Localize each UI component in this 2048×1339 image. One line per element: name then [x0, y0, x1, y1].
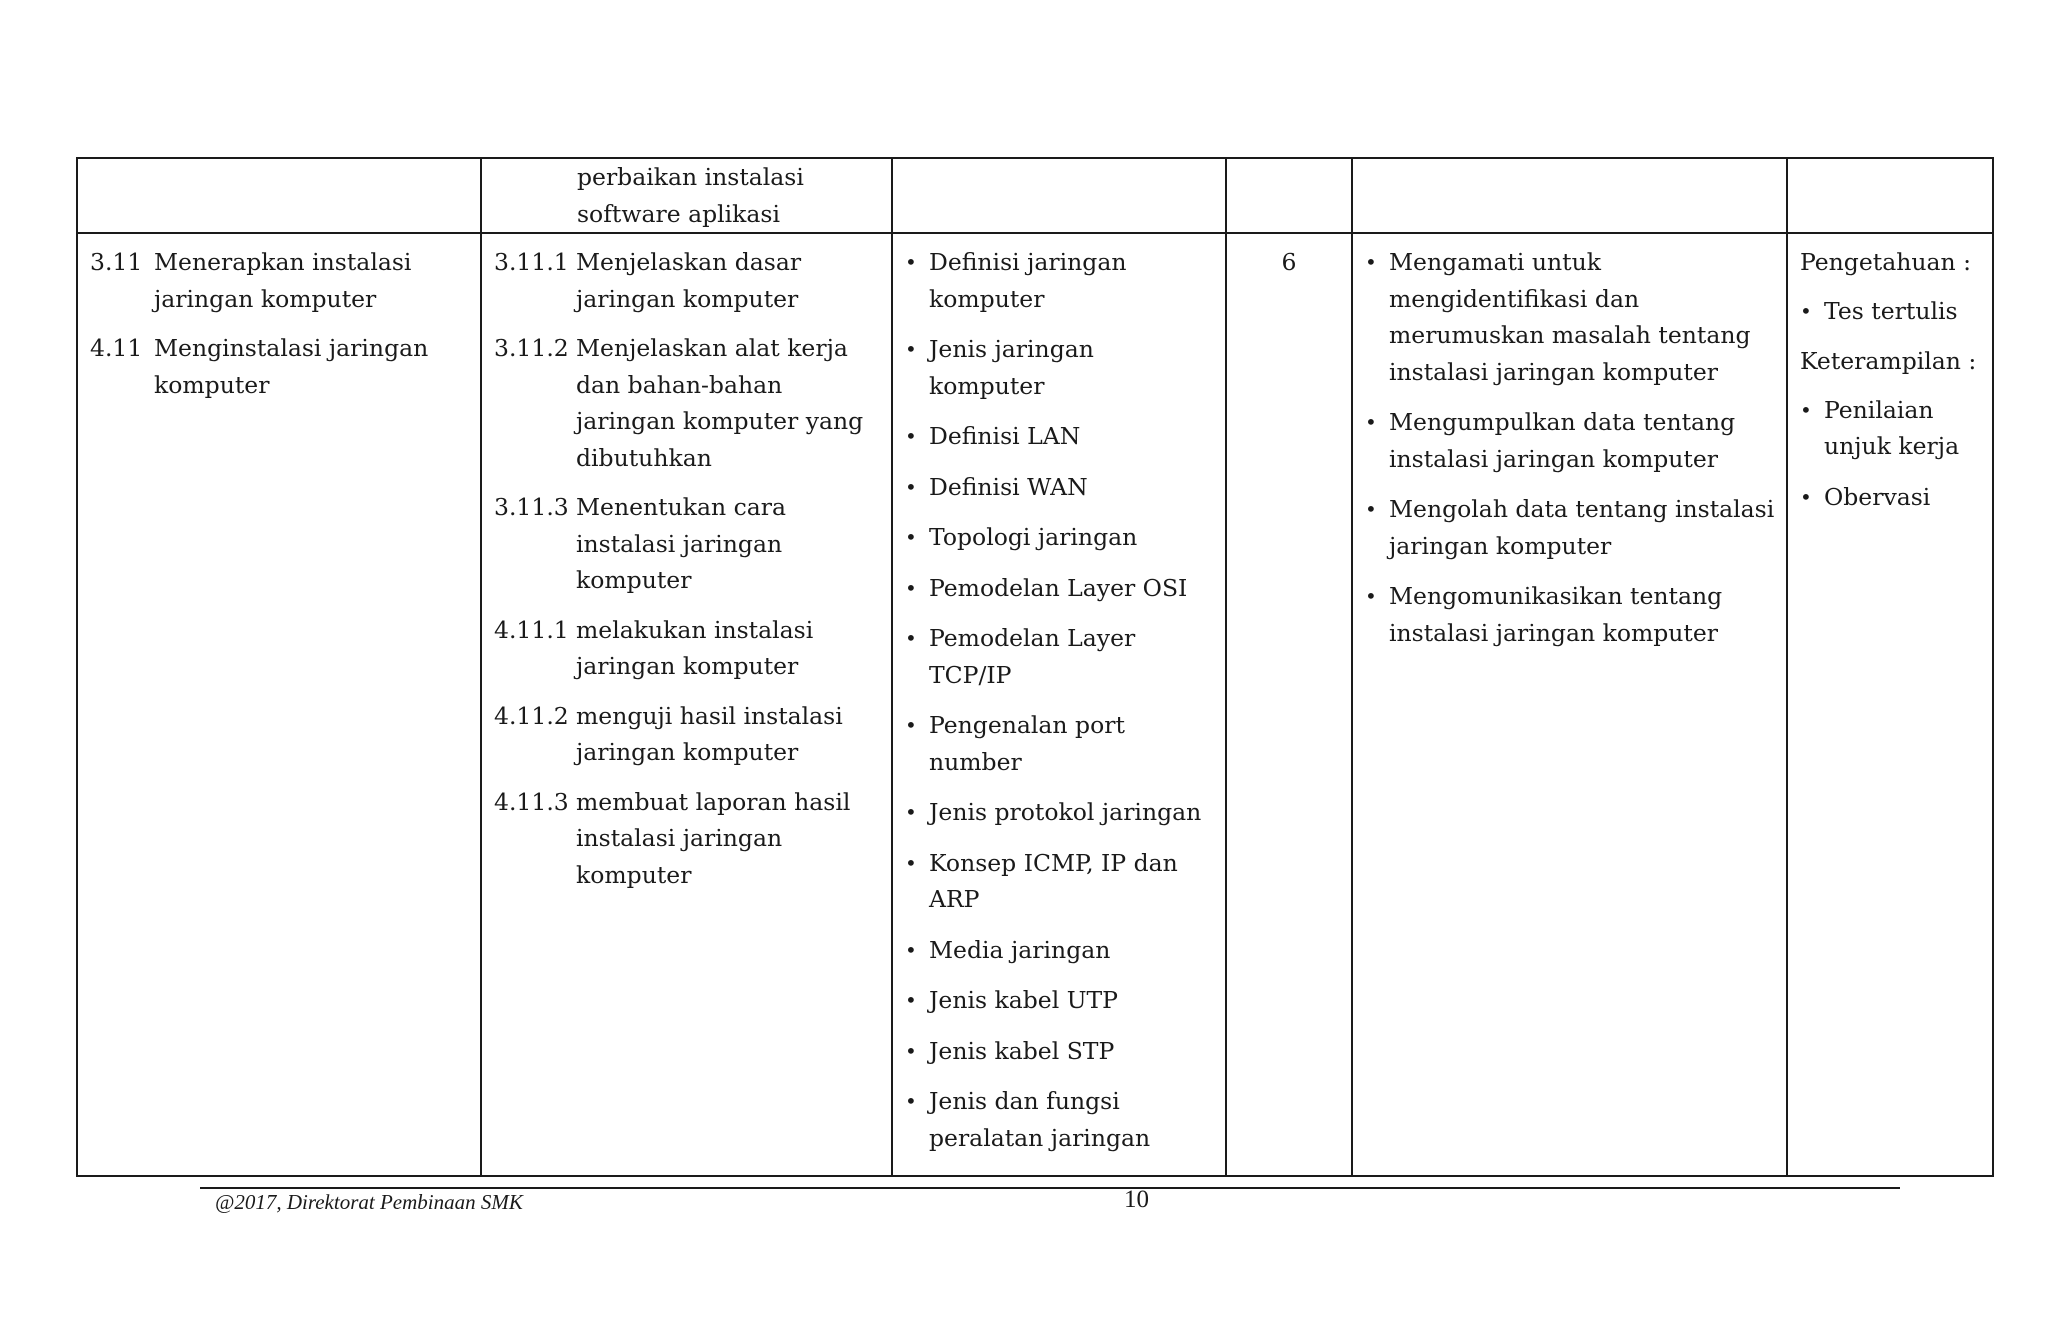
bullet-icon: • [905, 850, 917, 875]
activity-list [1365, 244, 1776, 651]
cont-material-cell [892, 158, 1226, 233]
competency-text: Menerapkan instalasi jaringan komputer [154, 248, 412, 313]
material-item: • Definisi WAN [905, 469, 1215, 506]
indicator-number: 4.11.2 [494, 701, 569, 730]
indicator-item [494, 784, 881, 894]
indicator-item [494, 489, 881, 599]
footer-copyright: @2017, Direktorat Pembinaan SMK [215, 1190, 523, 1214]
bullet-icon: • [905, 988, 917, 1012]
basic-competency-item [90, 244, 470, 317]
indicator-item [494, 244, 881, 317]
learning-activity-cell [1352, 233, 1787, 1176]
skills-label: Keterampilan : [1800, 347, 1977, 375]
assessment-item: • Tes tertulis [1800, 293, 1982, 330]
main-row [77, 233, 1993, 1176]
bullet-icon: • [1800, 484, 1812, 509]
basic-competency-item [90, 330, 470, 403]
cont-indicator-cell [481, 158, 892, 233]
material-list [905, 244, 1215, 1156]
material-item: • Pengenalan port number [905, 707, 1215, 780]
material-item: • Definisi LAN [905, 418, 1215, 455]
indicator-number: 3.11.2 [494, 334, 569, 362]
material-item: • Jenis kabel STP [905, 1033, 1215, 1070]
bullet-icon: • [905, 800, 917, 824]
material-cell [892, 233, 1226, 1176]
indicator-item [494, 330, 881, 476]
bullet-icon: • [905, 937, 917, 962]
continuation-row [77, 158, 1993, 233]
material-item: • Topologi jaringan [905, 519, 1215, 556]
basic-competency-cell [77, 233, 481, 1176]
indicator-text: menguji hasil instalasi jaringan komputer [576, 701, 843, 766]
indicator-text: Menentukan cara instalasi jaringan komputer [576, 493, 786, 594]
bullet-icon: • [1800, 397, 1812, 422]
indicator-text: melakukan instalasi jaringan komputer [576, 615, 814, 680]
indicator-item [494, 698, 881, 771]
material-item: • Media jaringan [905, 932, 1215, 969]
bullet-icon: • [905, 337, 917, 361]
bullet-icon: • [1800, 298, 1812, 323]
bullet-icon: • [905, 626, 917, 650]
material-item: • Pemodelan Layer OSI [905, 570, 1215, 607]
page-number: 10 [1124, 1186, 1149, 1213]
footer-divider [200, 1187, 1900, 1189]
bullet-icon: • [1365, 497, 1377, 521]
competency-number: 3.11 [90, 248, 143, 276]
bullet-icon: • [905, 1038, 917, 1063]
assessment-item: • Penilaian unjuk kerja [1800, 392, 1982, 465]
time-allocation-value: 6 [1281, 248, 1297, 276]
cont-indicator-line: perbaikan instalasi [577, 163, 804, 191]
bullet-icon: • [905, 713, 917, 737]
cont-basic-competency-cell [77, 158, 481, 233]
indicator-text: membuat laporan hasil instalasi jaringan komputer [576, 787, 851, 889]
cont-indicator-line: software aplikasi [577, 199, 780, 228]
activity-item: • Mengomunikasikan tentang instalasi jaringan komputer [1365, 578, 1776, 651]
time-allocation-cell [1226, 233, 1352, 1176]
indicator-text: Menjelaskan alat kerja dan bahan-bahan jaringan komputer yang dibutuhkan [576, 334, 864, 472]
bullet-icon: • [905, 424, 917, 448]
activity-item: • Mengolah data tentang instalasi jaringan komputer [1365, 491, 1776, 564]
cont-time-cell [1226, 158, 1352, 233]
material-item: • Jenis dan fungsi peralatan jaringan [905, 1083, 1215, 1156]
competency-text: Menginstalasi jaringan komputer [154, 334, 429, 399]
indicator-number: 4.11.1 [494, 615, 569, 644]
skills-list [1800, 392, 1982, 516]
material-item: • Jenis protokol jaringan [905, 794, 1215, 831]
material-item: • Definisi jaringan komputer [905, 244, 1215, 317]
bullet-icon: • [1365, 410, 1377, 434]
cont-activity-cell [1352, 158, 1787, 233]
knowledge-list [1800, 293, 1982, 330]
bullet-icon: • [1365, 584, 1377, 608]
indicator-number: 3.11.3 [494, 493, 569, 521]
indicator-item [494, 612, 881, 685]
competency-number: 4.11 [90, 334, 143, 362]
bullet-icon: • [905, 525, 917, 549]
cont-assessment-cell [1787, 158, 1993, 233]
material-item: • Jenis jaringan komputer [905, 331, 1215, 404]
bullet-icon: • [905, 474, 917, 499]
indicator-number: 3.11.1 [494, 248, 569, 276]
bullet-icon: • [1365, 250, 1377, 274]
bullet-icon: • [905, 250, 917, 274]
activity-item: • Mengamati untuk mengidentifikasi dan merumuskan masalah tentang instalasi jaringan komputer [1365, 244, 1776, 390]
indicator-text: Menjelaskan dasar jaringan komputer [576, 248, 802, 313]
knowledge-label: Pengetahuan : [1800, 248, 1972, 276]
material-item: • Konsep ICMP, IP dan ARP [905, 845, 1215, 918]
syllabus-table [76, 157, 1994, 1177]
material-item: • Jenis kabel UTP [905, 982, 1215, 1019]
bullet-icon: • [905, 1089, 917, 1113]
indicator-cell [481, 233, 892, 1176]
bullet-icon: • [905, 575, 917, 600]
assessment-item: • Obervasi [1800, 479, 1982, 516]
assessment-cell [1787, 233, 1993, 1176]
indicator-number: 4.11.3 [494, 787, 569, 816]
material-item: • Pemodelan Layer TCP/IP [905, 620, 1215, 693]
activity-item: • Mengumpulkan data tentang instalasi jaringan komputer [1365, 404, 1776, 477]
